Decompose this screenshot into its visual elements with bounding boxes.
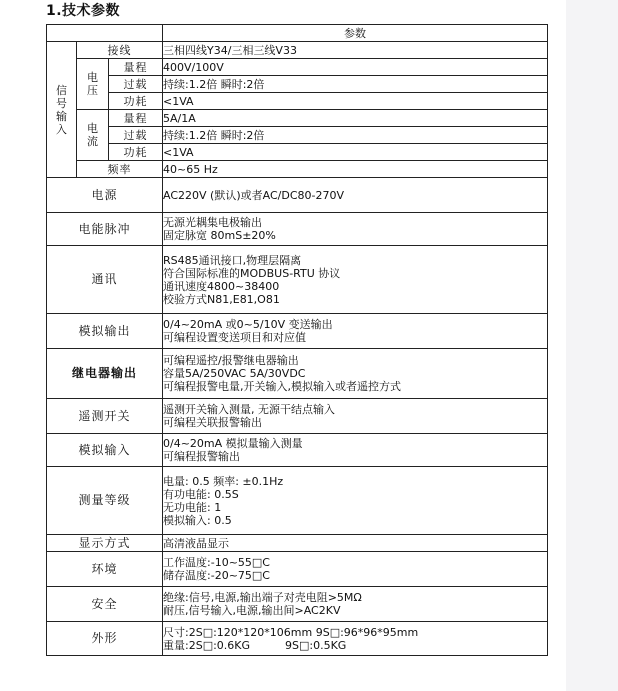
- table-row-analog-input: [47, 434, 548, 467]
- display-line: 高清液晶显示: [163, 536, 230, 550]
- signal-input-label-1: 信: [56, 83, 67, 97]
- table-row-frequency: [47, 161, 548, 178]
- table-header-row: [47, 25, 548, 42]
- telemetry-switch-label: 遥测开关: [47, 399, 163, 434]
- environment-value: [163, 552, 548, 587]
- current-range-label: 量程: [109, 110, 163, 127]
- analog-output-line: 0/4~20mA 或0~5/10V 变送输出: [163, 318, 333, 331]
- frequency-value: 40~65 Hz: [163, 161, 548, 178]
- communication-line: 校验方式N81,E81,O81: [163, 292, 280, 306]
- accuracy-value: [163, 467, 548, 535]
- safety-label: 安全: [47, 587, 163, 622]
- analog-output-line: 可编程设置变送项目和对应值: [163, 331, 307, 344]
- current-overload-value: 持续:1.2倍 瞬时:2倍: [163, 127, 548, 144]
- table-row-telemetry-switch: [47, 399, 548, 434]
- relay-output-label: 继电器输出: [47, 349, 163, 399]
- safety-line: 绝缘:信号,电源,输出端子对壳电阻>5MΩ: [163, 591, 362, 604]
- power-supply-label: 电源: [47, 178, 163, 213]
- communication-label: 通讯: [47, 246, 163, 314]
- voltage-overload-label: 过载: [109, 76, 163, 93]
- safety-value: [163, 587, 548, 622]
- communication-line: RS485通讯接口,物理层隔离: [163, 253, 302, 267]
- current-label-2: 流: [87, 135, 98, 148]
- display-value: [163, 535, 548, 552]
- environment-label: 环境: [47, 552, 163, 587]
- dimensions-line: 重量:2S□:0.6KG 9S□:0.5KG: [163, 638, 347, 652]
- current-range-value: 5A/1A: [163, 110, 548, 127]
- accuracy-line: 电量: 0.5 频率: ±0.1Hz: [163, 474, 284, 488]
- table-row-power-supply: [47, 178, 548, 213]
- table-row-energy-pulse: [47, 213, 548, 246]
- analog-input-label: 模拟输入: [47, 434, 163, 467]
- table-row-voltage-overload: [47, 76, 548, 93]
- wiring-label: 接线: [77, 42, 163, 59]
- relay-output-value: [163, 349, 548, 399]
- header-params-cell: 参数: [163, 25, 548, 42]
- display-label: 显示方式: [47, 535, 163, 552]
- analog-input-line: 可编程报警输出: [163, 450, 241, 463]
- voltage-range-value: 400V/100V: [163, 59, 548, 76]
- communication-value: [163, 246, 548, 314]
- section-title: 1.技术参数: [46, 3, 121, 19]
- voltage-label-1: 电: [87, 71, 98, 84]
- signal-input-label-2: 号: [56, 96, 67, 110]
- signal-input-label: [47, 42, 77, 178]
- power-supply-value: [163, 178, 548, 213]
- relay-output-line: 可编程遥控/报警继电器输出: [163, 354, 299, 367]
- wiring-value: 三相四线Y34/三相三线V33: [163, 42, 548, 59]
- dimensions-line: 尺寸:2S□:120*120*106mm 9S□:96*96*95mm: [163, 625, 419, 639]
- current-overload-label: 过载: [109, 127, 163, 144]
- table-row-analog-output: [47, 314, 548, 349]
- voltage-label-2: 压: [87, 84, 98, 97]
- telemetry-switch-line: 可编程关联报警输出: [163, 416, 263, 429]
- relay-output-line: 可编程报警电量,开关输入,模拟输入或者遥控方式: [163, 380, 402, 393]
- side-panel: [566, 0, 618, 691]
- energy-pulse-line: 无源光耦集电极输出: [163, 216, 263, 229]
- table-row-voltage-range: [47, 59, 548, 76]
- voltage-overload-value: 持续:1.2倍 瞬时:2倍: [163, 76, 548, 93]
- energy-pulse-value: [163, 213, 548, 246]
- energy-pulse-line: 固定脉宽 80mS±20%: [163, 229, 276, 242]
- relay-output-line: 容量5A/250VAC 5A/30VDC: [163, 367, 306, 380]
- table-row-relay-output: [47, 349, 548, 399]
- communication-line: 通讯速度4800~38400: [163, 279, 280, 293]
- table-row-accuracy: [47, 467, 548, 535]
- header-left-cell: [47, 25, 163, 42]
- voltage-range-label: 量程: [109, 59, 163, 76]
- analog-output-value: [163, 314, 548, 349]
- voltage-power-value: <1VA: [163, 93, 548, 110]
- accuracy-line: 无功电能: 1: [163, 500, 222, 514]
- energy-pulse-label: 电能脉冲: [47, 213, 163, 246]
- communication-line: 符合国际标准的MODBUS-RTU 协议: [163, 266, 341, 280]
- table-row-voltage-power: [47, 93, 548, 110]
- table-row-safety: [47, 587, 548, 622]
- dimensions-label: 外形: [47, 622, 163, 656]
- signal-input-label-3: 输: [56, 109, 67, 123]
- current-label-1: 电: [87, 122, 98, 135]
- current-power-value: <1VA: [163, 144, 548, 161]
- table-row-dimensions: [47, 622, 548, 656]
- table-row-display: [47, 535, 548, 552]
- dimensions-value: [163, 622, 548, 656]
- telemetry-switch-value: [163, 399, 548, 434]
- table-row-environment: [47, 552, 548, 587]
- analog-input-line: 0/4~20mA 模拟量输入测量: [163, 437, 303, 450]
- telemetry-switch-line: 遥测开关输入测量, 无源干结点输入: [163, 403, 336, 416]
- table-row-current-power: [47, 144, 548, 161]
- environment-line: 工作温度:-10~55□C: [163, 556, 270, 569]
- current-label: [77, 110, 109, 161]
- voltage-power-label: 功耗: [109, 93, 163, 110]
- accuracy-line: 有功电能: 0.5S: [163, 487, 239, 501]
- spec-table: [46, 24, 548, 656]
- accuracy-label: 测量等级: [47, 467, 163, 535]
- frequency-label: 频率: [77, 161, 163, 178]
- table-row-communication: [47, 246, 548, 314]
- table-row-wiring: [47, 42, 548, 59]
- accuracy-line: 模拟输入: 0.5: [163, 513, 232, 527]
- current-power-label: 功耗: [109, 144, 163, 161]
- table-row-current-overload: [47, 127, 548, 144]
- environment-line: 储存温度:-20~75□C: [163, 569, 270, 582]
- signal-input-label-4: 入: [56, 122, 67, 136]
- analog-input-value: [163, 434, 548, 467]
- table-row-current-range: [47, 110, 548, 127]
- voltage-label: [77, 59, 109, 110]
- analog-output-label: 模拟输出: [47, 314, 163, 349]
- power-supply-line: AC220V (默认)或者AC/DC80-270V: [163, 188, 344, 202]
- safety-line: 耐压,信号输入,电源,输出间>AC2KV: [163, 604, 341, 617]
